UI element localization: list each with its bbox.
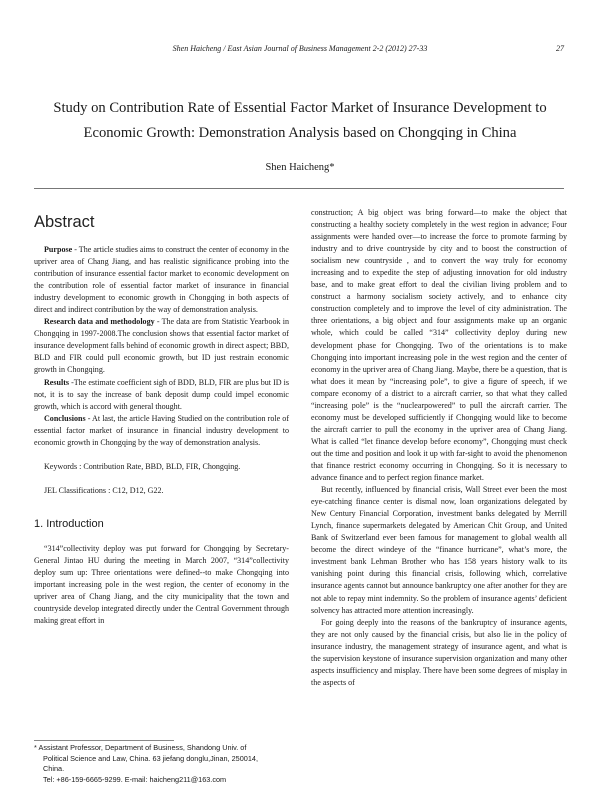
footnote-divider (34, 740, 174, 741)
footnote-line-1: * Assistant Professor, Department of Business, Shandong Univ. of (34, 743, 247, 752)
title-line-2: Economic Growth: Demonstration Analysis based on Chongqing in China (83, 125, 517, 141)
journal-citation: Shen Haicheng / East Asian Journal of Business Management 2-2 (2012) 27-33 (172, 44, 428, 53)
abstract-heading: Abstract (34, 213, 95, 231)
conclusions-text: - At last, the article Having Studied on the contribution role of essential factor market of insurance in financial industry development to economic growth in Chongqing by the way of demonstration analysis. (34, 413, 289, 447)
body-paragraph-2: But recently, influenced by financial crisis, Wall Street ever been the most eye-catching finance center is dismal now, loan organizations delegated by New Century Financial Corporation, investment banks delegated by Merrill Lynch, finance supermarkets delegated by American Chit Group, and United Bank of Switzerland ever been famous for management to global wealth all become the direct windeye of the “finance hurricane”, what’s more, the investment bank Lehman Brother who has 158 years history walk to its vanishing point during this financial crisis, following which, correlative insurance agents cannot but announce bankruptcy one after another for they are not able to repay mint indemnity. So the problem of insurance agents’ deficient solvency has attracted more attention increasingly. (311, 485, 567, 615)
body-paragraph-3: For going deeply into the reasons of the bankruptcy of insurance agents, they are not only caused by the financial crisis, but also lie in the policy of insurance industry, the management strategy of insurance agent, and what is the supervision keystone of insurance supervision organization and many other aspects insufficiency and misplay. There have been some degrees of misplay in the aspects of (311, 617, 567, 687)
section-spacer (34, 497, 289, 517)
page-number: 27 (556, 44, 564, 53)
introduction-heading: 1. Introduction (34, 517, 104, 530)
abstract-research (34, 316, 289, 376)
left-column (34, 208, 289, 627)
author-name: Shen Haicheng* (265, 162, 335, 173)
footnote-line-3: China. (43, 764, 65, 774)
footnote-contact: Tel: +86-159-6665-9299. E-mail: haicheng211@163.com (43, 774, 227, 784)
running-head (0, 44, 600, 58)
purpose-text: - The article studies aims to construct the center of economy in the upriver area of Chang Jiang, and has realistic significance probing into the contribution of insurance essential factor market to economic development on the contribution role of essential factor market of insurance in financial industry development to economic growth in Chongqing in both aspects of direct and indirect contribution by the way of demonstration analysis. (34, 245, 289, 315)
conclusions-label: Conclusions (44, 413, 86, 423)
footnote-line-2: Political Science and Law, China. 63 jiefang donglu,Jinan, 250014, (43, 753, 259, 763)
author-footnote (34, 743, 289, 785)
title-line-1: Study on Contribution Rate of Essential Factor Market of Insurance Development to (53, 100, 547, 116)
introduction-paragraph: “314”collectivity deploy was put forward for Chongqing by Secretary-General Jintao HU during the meeting in March 2007, “314”collectivity deploy sum up: Three orientations were defined--to make Chongqing into important increasing pole in the west region, the center of economy in the upriver area of Chang Jiang, and the city municipality that the town and countryside develop integrated directly under the Central Government through making great effort in (34, 543, 289, 626)
header-divider (34, 188, 564, 189)
abstract-purpose (34, 244, 289, 316)
body-paragraph-1: construction; A big object was bring forward—to make the object that constructing a healthy society completely in the west region in advance; Four assignments were handed over—to increase the force to promote farming by industry and to drive countryside by city and to boost the construction of socialism new countryside , and to convert the way truly for economy increasing and to expedite the step of adjusting innovation for old industry base, and to make great effort to deal the civilian living problem and to construct a harmony socialism society actively, and to enhance city construction completely and to improve the level of city administration. The three orientations, a big object and four assignments make up an organic whole, which could be called “314” collectivity deploy during new development phase for Chongqing. Two of the orientations is to make Chongqing into important increasing pole in the west region and the center of economy in the upriver area of Chang Jiang. Maybe, there be a question, that is what does it mean by “increasing pole”, to give a figure of speech, if we compare economy of a district to a aircraft carrier, so that what they called “increasing pole” is the “nuclearpowered” to pull the aircraft carrier. The economy must be developed sufficiently if Chongqing would like to become the aircraft carrier to pull the economy in the upriver area of Chang Jiang. What is called “let finance develop before economy”, Chongqing must check out the time and position and look it up with far-sight to avoid the phenomenon that finance restrict economy occurring in Chongqing. So it is necessary to advance finance and to perfect region finance market. (311, 208, 567, 483)
research-label: Research data and methodology (44, 317, 155, 327)
jel-classifications: JEL Classifications : C12, D12, G22. (44, 485, 164, 495)
abstract-conclusions (34, 413, 289, 449)
right-column (311, 207, 567, 689)
results-text: -The estimate coefficient sigh of BDD, BLD, FIR are plus but ID is not, it is to say the increase of bank deposit dump could impel economic growth, which is accord with general thought. (34, 377, 289, 411)
article-title (30, 96, 570, 146)
research-text: - The data are from Statistic Yearbook in Chongqing in 1997-2008.The conclusion shows that essential factor market of insurance development falls behind of economic growth in direct aspect; BBD, BLD and FIR could pull economic growth, but ID just restrain economic growth in Chongqing. (34, 317, 289, 375)
keywords: Keywords : Contribution Rate, BBD, BLD, FIR, Chongqing. (44, 461, 241, 471)
abstract-results (34, 377, 289, 413)
purpose-label: Purpose (44, 245, 73, 254)
results-label: Results (44, 377, 70, 387)
